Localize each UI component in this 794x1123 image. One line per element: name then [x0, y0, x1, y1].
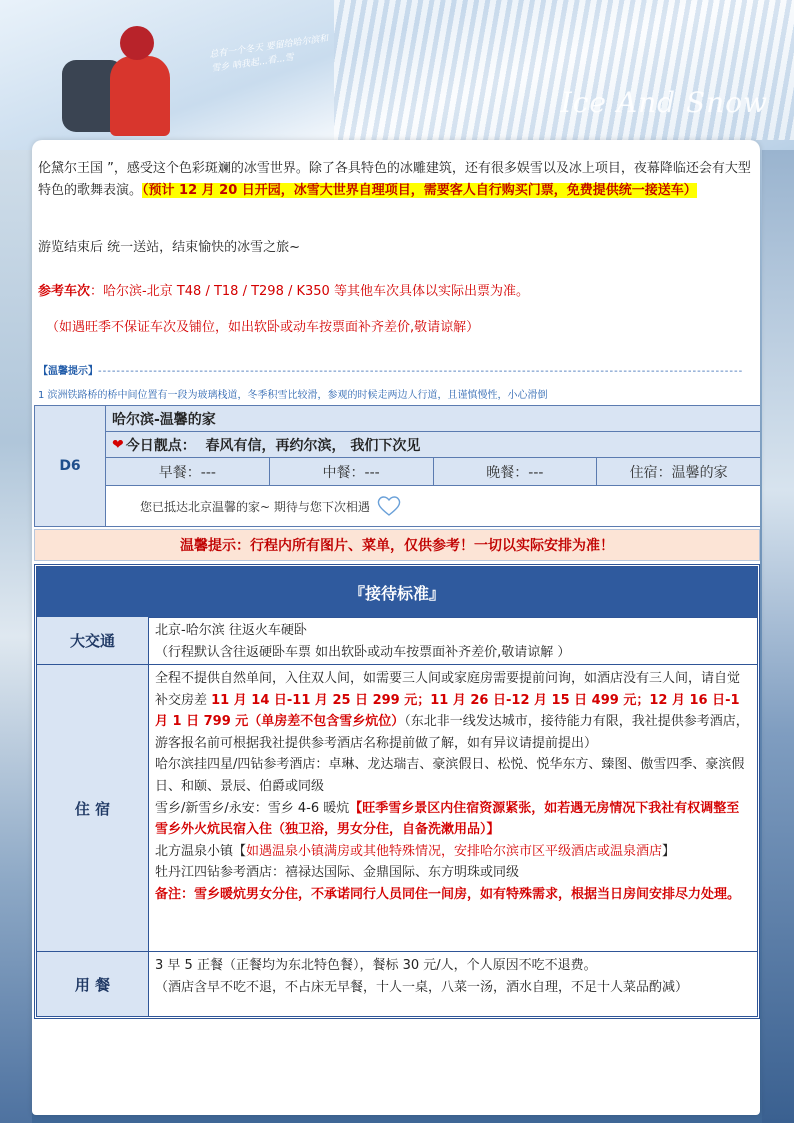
banner-brand-text: Ice And Snow	[560, 86, 768, 119]
meal-row	[106, 458, 760, 486]
header-banner	[0, 0, 794, 150]
day-highlight	[106, 432, 760, 458]
day6-table	[34, 405, 760, 527]
transport-cell	[149, 617, 757, 665]
intro-text: 伦黛尔王国 ”，感受这个色彩斑斓的冰雪世界。除了各具特色的冰雕建筑，还有很多娱雪以及冰上项目，夜幕降临还会有大型特色的歌舞表演。	[38, 161, 751, 198]
hotel-p1-b: （东北非一线发达城市，接待能力有限，我社提供参考酒店，游客报名前可根据我社提供参考酒店名称提前做了解，如有异议请提前提出）	[155, 714, 749, 751]
hotel-p3	[155, 798, 751, 841]
transport-line1: 北京-哈尔滨 往返火车硬卧	[155, 623, 307, 638]
standard-title: 『接待标准』	[37, 567, 757, 618]
intro-paragraph	[38, 158, 756, 202]
hotel-p6: 备注：雪乡暖炕男女分住，不承诺同行人员同住一间房，如有特殊需求，根据当日房间安排尽力处理。	[155, 886, 741, 902]
tip-header: 【温馨提示】--------------------------------------------------------------------------------------------------------------------------------------------	[38, 366, 744, 377]
hotel-p2: 哈尔滨挂四星/四钻参考酒店：卓琳、龙达瑞吉、豪滨假日、松悦、悦华东方、臻图、傲雪四季、豪滨假日、和颐、景辰、伯爵或同级	[155, 757, 745, 794]
hotel-p3-red: 【旺季雪乡景区内住宿资源紧张，如若遇无房情况下我社有权调整至雪乡外火炕民宿入住（独卫浴，男女分住，自备洗漱用品）】	[155, 800, 740, 838]
transport-line2: （行程默认含往返硬卧车票 如出软卧或动车按票面补齐差价,敬请谅解 ）	[155, 644, 571, 660]
hotel-p3-a: 雪乡/新雪乡/永安：雪乡 4-6 暖炕	[155, 800, 350, 816]
hotel-p4-red: 如遇温泉小镇满房或其他特殊情况，安排哈尔滨市区平级酒店或温泉酒店	[246, 843, 663, 859]
train-line	[38, 280, 529, 299]
hotel-p1-red: 11 月 14 日-11 月 25 日 299 元；11 月 26 日-12 月 15 日 499 元；12 月 16 日-1 月 1 日 799 元（单房差不包含雪乡炕位）	[155, 692, 740, 730]
day-route: 哈尔滨-温馨的家	[106, 406, 760, 432]
banner-script-text: 总有一个冬天 要留给哈尔滨和雪乡 呐我起...看...雪	[208, 33, 330, 75]
heart-icon: ❤	[112, 436, 124, 453]
hotel-p5: 牡丹江四钻参考酒店：禧禄达国际、金鼎国际、东方明珠或同级	[155, 865, 520, 881]
hotel-p4	[155, 841, 751, 863]
skier-photo	[62, 26, 132, 136]
desc-text: 您已抵达北京温馨的家~ 期待与您下次相遇	[140, 499, 370, 514]
hotel-cell	[149, 665, 757, 952]
heart-outline-icon	[376, 495, 402, 517]
hotel-p4-b: 】	[662, 843, 676, 859]
day-description	[106, 486, 760, 526]
left-photo-strip	[0, 150, 32, 1123]
dinner-cell: 晚餐：---	[434, 458, 598, 485]
lodging-cell: 住宿：温馨的家	[597, 458, 760, 485]
end-line: 游览结束后 统一送站，结束愉快的冰雪之旅~	[38, 240, 301, 255]
train-text: ：哈尔滨-北京 T48 / T18 / T298 / K350 等其他车次具体以实际出票为准。	[90, 284, 529, 299]
meals-line2: （酒店含早不吃不退，不占床无早餐，十人一桌，八菜一汤，酒水自理，不足十人菜品酌减）	[155, 979, 689, 995]
train-label: 参考车次	[38, 284, 91, 299]
breakfast-cell: 早餐：---	[106, 458, 270, 485]
highlight-text: 春风有信，再约尔滨， 我们下次见	[205, 437, 421, 454]
train-note: （如遇旺季不保证车次及铺位，如出软卧或动车按票面补齐差价,敬请谅解）	[46, 320, 480, 335]
right-photo-strip	[762, 150, 794, 1123]
hotel-p1-a: 全程不提供自然单间，入住双人间，如需要三人间或家庭房需要提前问询，如酒店没有三人间，请自觉补交房差	[155, 671, 741, 708]
hotel-label: 住 宿	[37, 665, 149, 952]
tip-label: 【温馨提示】	[38, 366, 98, 377]
lunch-cell: 中餐：---	[270, 458, 434, 485]
highlight-label: 今日靓点：	[125, 437, 196, 454]
hotel-p4-a: 北方温泉小镇【	[155, 843, 247, 859]
snowfield-image	[334, 0, 794, 140]
hotel-p1	[155, 668, 751, 754]
transport-label: 大交通	[37, 617, 149, 665]
tip-body: 1 滨洲铁路桥的桥中间位置有一段为玻璃栈道，冬季积雪比较滑，参观的时候走两边人行道，且谨慎慢性，小心滑倒	[38, 390, 548, 401]
meals-label: 用 餐	[37, 952, 149, 1016]
intro-highlight: （预计 12 月 20 日开园，冰雪大世界自理项目，需要客人自行购买门票，免费提供统一接送车）	[142, 183, 697, 198]
meals-line1: 3 早 5 正餐（正餐均为东北特色餐），餐标 30 元/人，个人原因不吃不退费。	[155, 958, 597, 973]
warning-banner: 温馨提示：行程内所有图片、菜单，仅供参考！一切以实际安排为准！	[34, 529, 760, 561]
reception-standard-table	[34, 564, 760, 1019]
meals-cell	[149, 952, 757, 1016]
itinerary-page	[32, 140, 760, 1115]
day-label: D6	[35, 406, 106, 526]
